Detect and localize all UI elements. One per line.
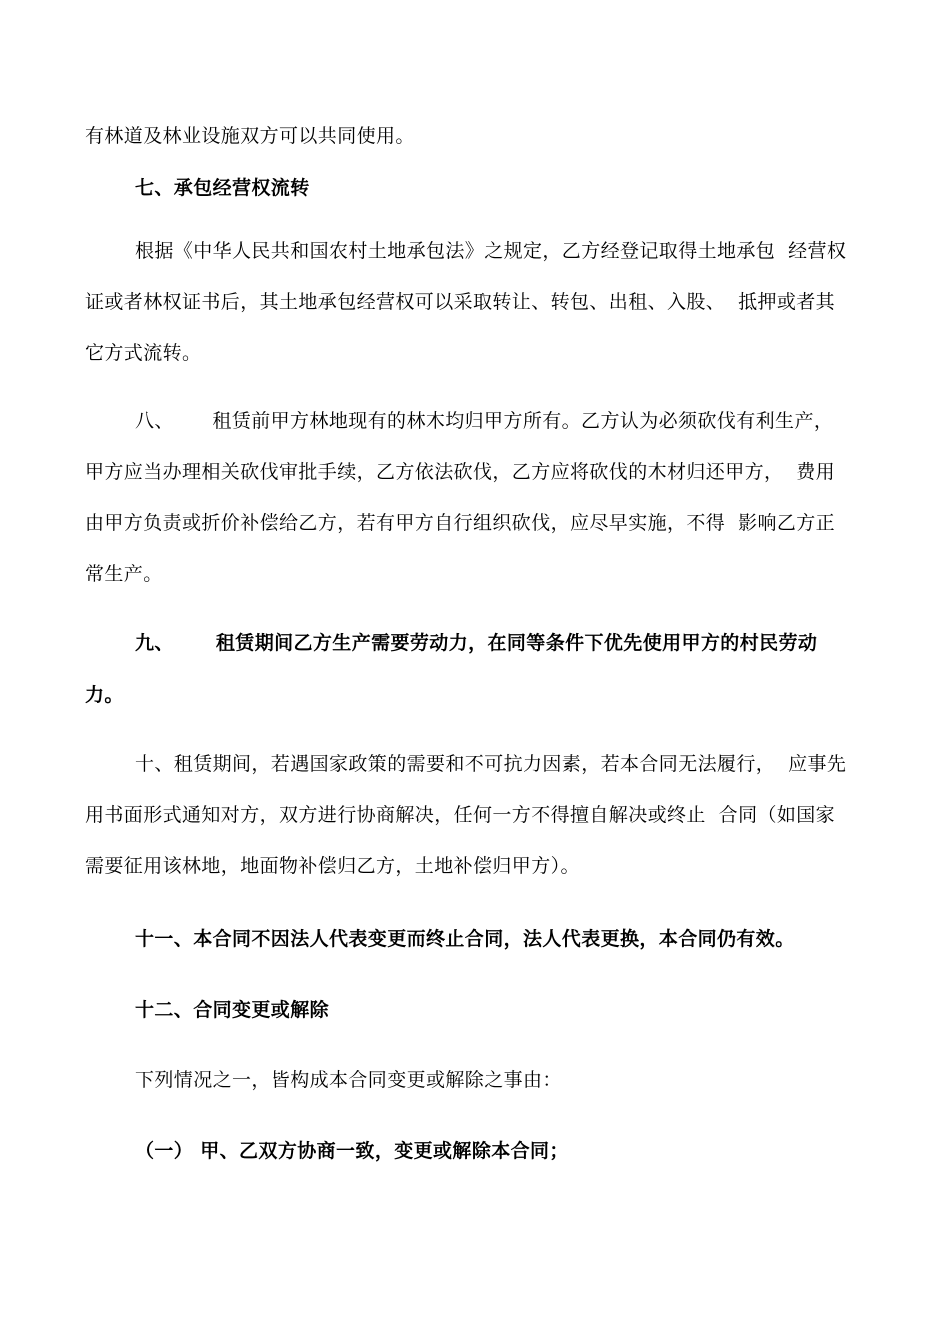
section-10-line: 十、租赁期间，若遇国家政策的需要和不可抗力因素，若本合同无法履行， 应事先: [135, 753, 847, 775]
paragraph-line: 需要征用该林地，地面物补偿归乙方，土地补偿归甲方）。: [85, 855, 580, 877]
paragraph-line: 下列情况之一，皆构成本合同变更或解除之事由：: [135, 1069, 562, 1091]
paragraph-line: 甲方应当办理相关砍伐审批手续，乙方依法砍伐，乙方应将砍伐的木材归还甲方， 费用: [85, 461, 836, 483]
section-heading-12: 十二、合同变更或解除: [135, 999, 330, 1021]
paragraph-line: 力。: [85, 684, 124, 706]
section-11-line: 十一、本合同不因法人代表变更而终止合同，法人代表更换，本合同仍有效。: [135, 928, 795, 950]
section-9-line: 九、 租赁期间乙方生产需要劳动力，在同等条件下优先使用甲方的村民劳动: [135, 632, 818, 654]
paragraph-line: 有林道及林业设施双方可以共同使用。: [85, 125, 415, 147]
paragraph-line: 常生产。: [85, 563, 163, 585]
paragraph-line: 用书面形式通知对方，双方进行协商解决，任何一方不得擅自解决或终止 合同（如国家: [85, 804, 836, 826]
list-item: （一） 甲、乙双方协商一致，变更或解除本合同；: [135, 1140, 569, 1162]
section-8-line: 八、 租赁前甲方林地现有的林木均归甲方所有。乙方认为必须砍伐有利生产，: [135, 410, 834, 432]
paragraph-line: 由甲方负责或折价补偿给乙方，若有甲方自行组织砍伐，应尽早实施，不得 影响乙方正: [85, 512, 836, 534]
paragraph-line: 证或者林权证书后，其土地承包经营权可以采取转让、转包、出租、入股、 抵押或者其: [85, 291, 836, 313]
section-heading-7: 七、承包经营权流转: [135, 177, 310, 199]
paragraph-line: 它方式流转。: [85, 342, 202, 364]
paragraph-line: 根据《中华人民共和国农村土地承包法》之规定，乙方经登记取得土地承包 经营权: [135, 240, 847, 262]
